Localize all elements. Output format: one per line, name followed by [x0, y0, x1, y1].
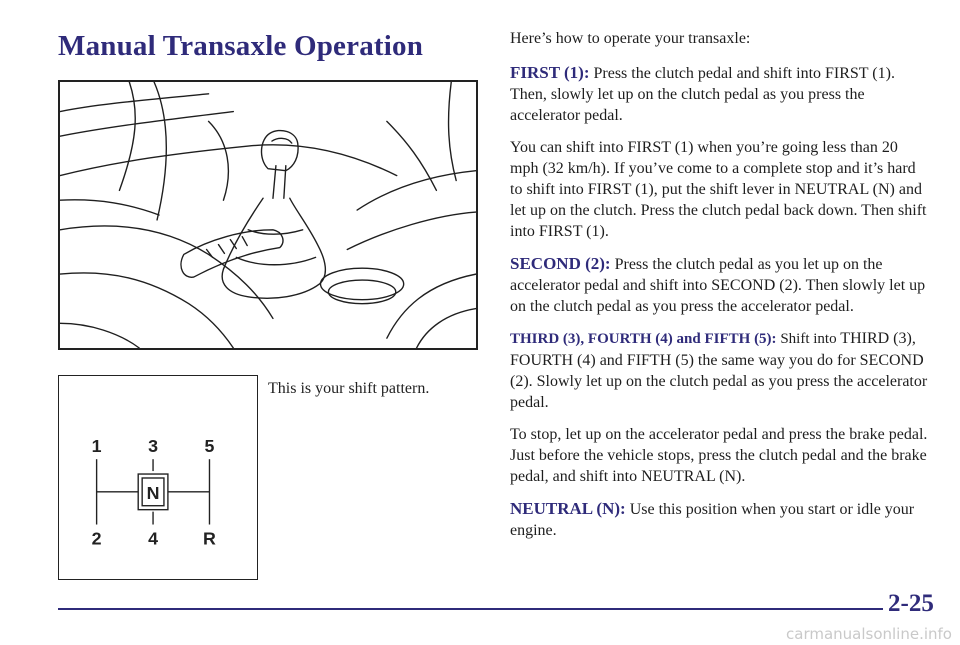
intro-paragraph: Here’s how to operate your transaxle:	[510, 30, 751, 47]
upper-gears-paragraph	[510, 328, 928, 413]
first-gear-note: You can shift into FIRST (1) when you’re going less than 20 mph (32 km/h). If you’ve come to a complete stop and it’s hard to shift into FIRST (1), put the shift lever in NEUTRAL (N) and let up on the clutch. Press the clutch pedal back down. Then shift into FIRST (1).	[510, 139, 927, 240]
gear-reverse-label: R	[203, 528, 216, 549]
shifter-illustration	[58, 80, 478, 350]
neutral-paragraph	[510, 498, 928, 541]
stopping-paragraph: To stop, let up on the accelerator pedal and press the brake pedal. Just before the vehicle stops, press the clutch pedal and the brake pedal, and shift into NEUTRAL (N).	[510, 426, 928, 485]
instructions-column	[510, 28, 928, 552]
footer-rule	[58, 608, 883, 610]
gear-2-label: 2	[91, 528, 102, 549]
gear-4-label: 4	[148, 528, 159, 549]
second-gear-text: Press the clutch pedal as you let up on the accelerator pedal and shift into SECOND (2). Then slowly let up on the clutch pedal as you press the accelerator pedal.	[510, 256, 926, 315]
first-gear-label: FIRST (1):	[510, 63, 590, 82]
neutral-label: NEUTRAL (N):	[510, 499, 626, 518]
page-number: 2-25	[888, 590, 934, 617]
watermark: carmanualsonline.info	[786, 625, 952, 643]
neutral-text: Use this position when you start or idle your engine.	[510, 501, 915, 539]
gear-1-label: 1	[91, 436, 102, 457]
upper-gears-lead: Shift into	[776, 331, 837, 347]
shift-pattern-diagram	[58, 375, 258, 580]
second-gear-label: SECOND (2):	[510, 254, 611, 273]
gear-3-label: 3	[148, 436, 159, 457]
gear-5-label: 5	[204, 436, 215, 457]
first-gear-paragraph	[510, 62, 928, 126]
upper-gears-text: THIRD (3), FOURTH (4) and FIFTH (5) the same way you do for SECOND (2). Slowly let up on the clutch pedal as you press the accelerator pedal.	[510, 330, 928, 411]
first-gear-text: Press the clutch pedal and shift into FIRST (1). Then, slowly let up on the clutch pedal as you press the accelerator pedal.	[510, 65, 895, 124]
second-gear-paragraph	[510, 253, 928, 317]
upper-gears-label: THIRD (3), FOURTH (4) and FIFTH (5):	[510, 331, 777, 347]
shift-pattern-caption: This is your shift pattern.	[268, 380, 430, 397]
gear-neutral-label: N	[146, 482, 160, 503]
page-title: Manual Transaxle Operation	[58, 30, 424, 62]
